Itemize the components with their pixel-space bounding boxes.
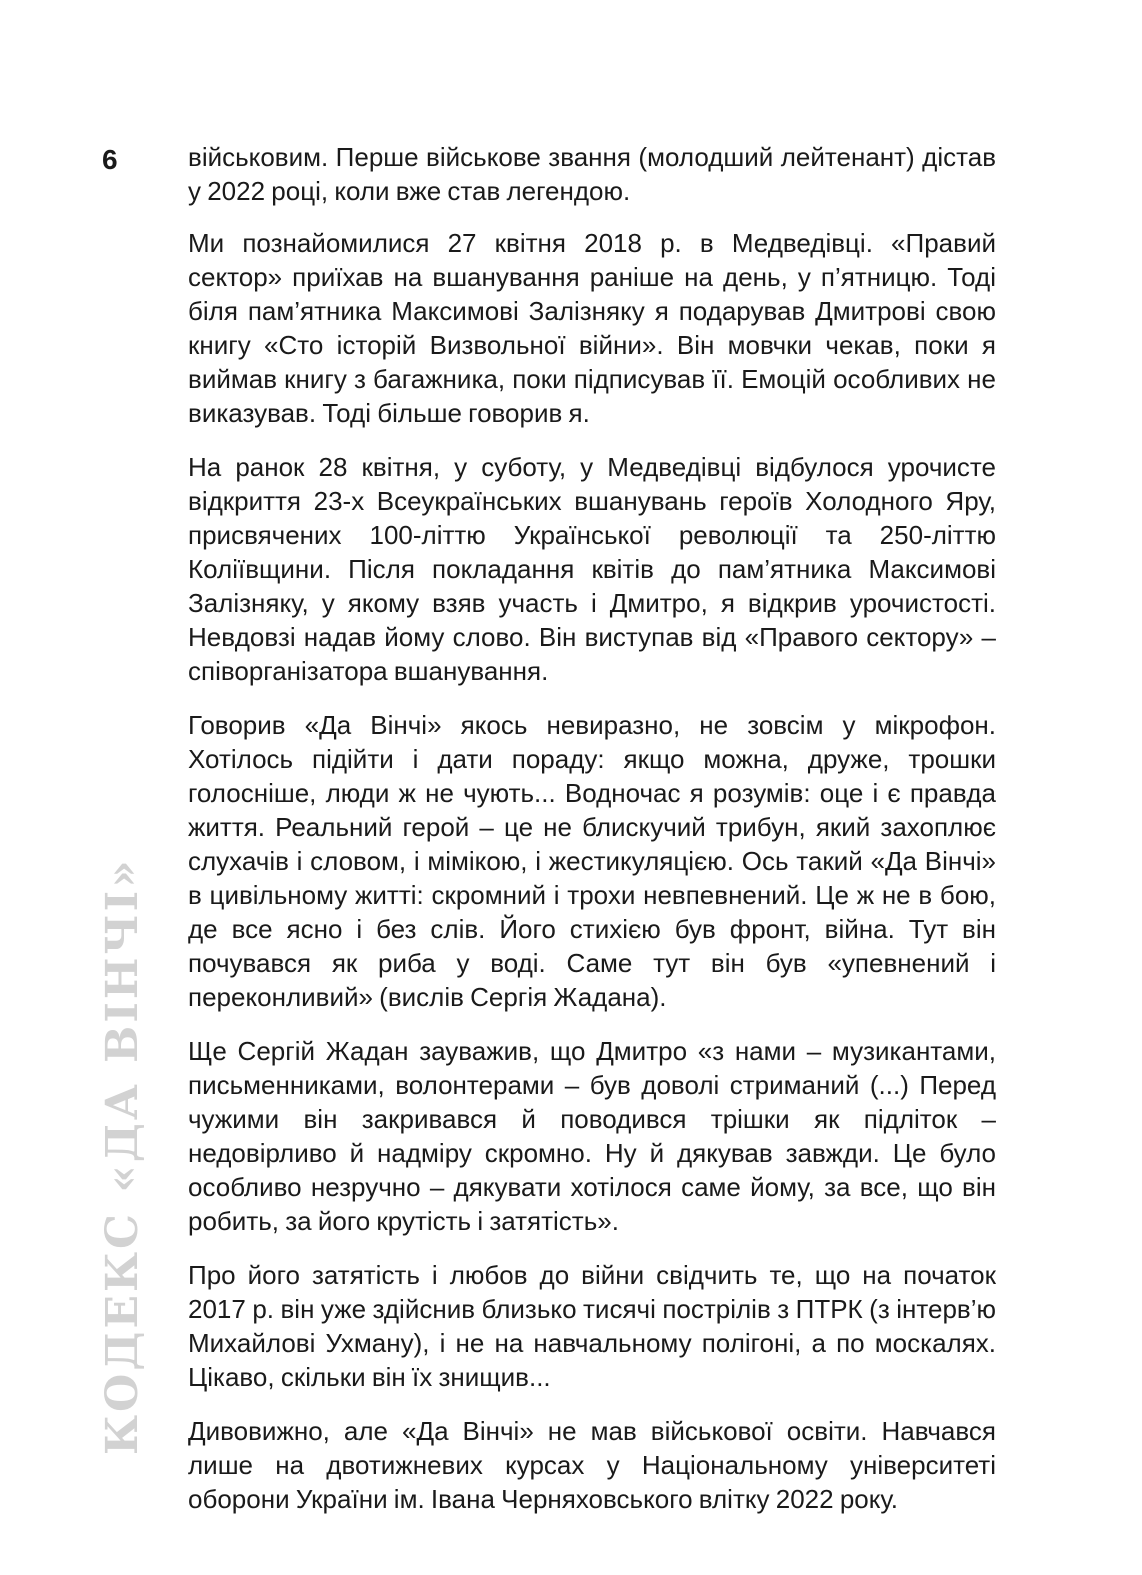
paragraph-4: Говорив «Да Вінчі» якось невиразно, не зовсім у мікрофон. Хотілось підійти і дати пораду: якщо можна, друже, трошки голосніше, люди ж не чують... Водночас я розумів: оце і є правда життя. Реальний герой – це не блискучий трибун, який захоплює слухачів і словом, і мімікою, і жестикуляцією. Ось такий «Да Вінчі» в цивільному житті: скромний і трохи невпевнений. Це ж не в бою, де все ясно і без слів. Його стихією був фронт, війна. Тут він почувався як риба у воді. Саме тут він був «упевнений і переконливий» (вислів Сергія Жадана). [188, 710, 996, 1012]
running-title: КОДЕКС «ДА ВІНЧІ» [97, 857, 148, 1455]
paragraph-7: Дивовижно, але «Да Вінчі» не мав військової освіти. Навчався лише на двотижневих курсах у Національному університеті оборони України ім. Івана Черняховського влітку 2022 року. [188, 1416, 996, 1514]
body-text [188, 140, 996, 1536]
paragraph-3: На ранок 28 квітня, у суботу, у Медведівці відбулося урочисте відкриття 23-х Всеукраїнських вшанувань героїв Холодного Яру, присвячених 100-літтю Української революції та 250-літтю Коліївщини. Після покладання квітів до пам’ятника Максимові Залізняку, у якому взяв участь і Дмитро, я відкрив урочистості. Невдовзі надав йому слово. Він виступав від «Правого сектору» – співорганізатора вшанування. [188, 452, 996, 686]
page-number: 6 [102, 144, 118, 175]
paragraph-5: Ще Сергій Жадан зауважив, що Дмитро «з нами – музикантами, письменниками, волонтерами – був доволі стриманий (...) Перед чужими він закривався й поводився трішки як підліток – недовірливо й надміру скромно. Ну й дякував завжди. Це було особливо незручно – дякувати хотілося саме йому, за все, що він робить, за його крутість і затятість». [188, 1036, 996, 1236]
paragraph-1: військовим. Перше військове звання (молодший лейтенант) дістав у 2022 році, коли вже став легендою. [188, 142, 996, 206]
paragraph-6: Про його затятість і любов до війни свідчить те, що на початок 2017 р. він уже здійснив близько тисячі пострілів з ПТРК (з інтерв’ю Михайлові Ухману), і не на навчальному полігоні, а по москалях. Цікаво, скільки він їх знищив... [188, 1260, 996, 1392]
paragraph-2: Ми познайомилися 27 квітня 2018 р. в Медведівці. «Правий сектор» приїхав на вшанування раніше на день, у п’ятницю. Тоді біля пам’ятника Максимові Залізняку я подарував Дмитрові свою книгу «Сто історій Визвольної війни». Він мовчки чекав, поки я виймав книгу з багажника, поки підписував її. Емоцій особливих не виказував. Тоді більше говорив я. [188, 228, 996, 428]
